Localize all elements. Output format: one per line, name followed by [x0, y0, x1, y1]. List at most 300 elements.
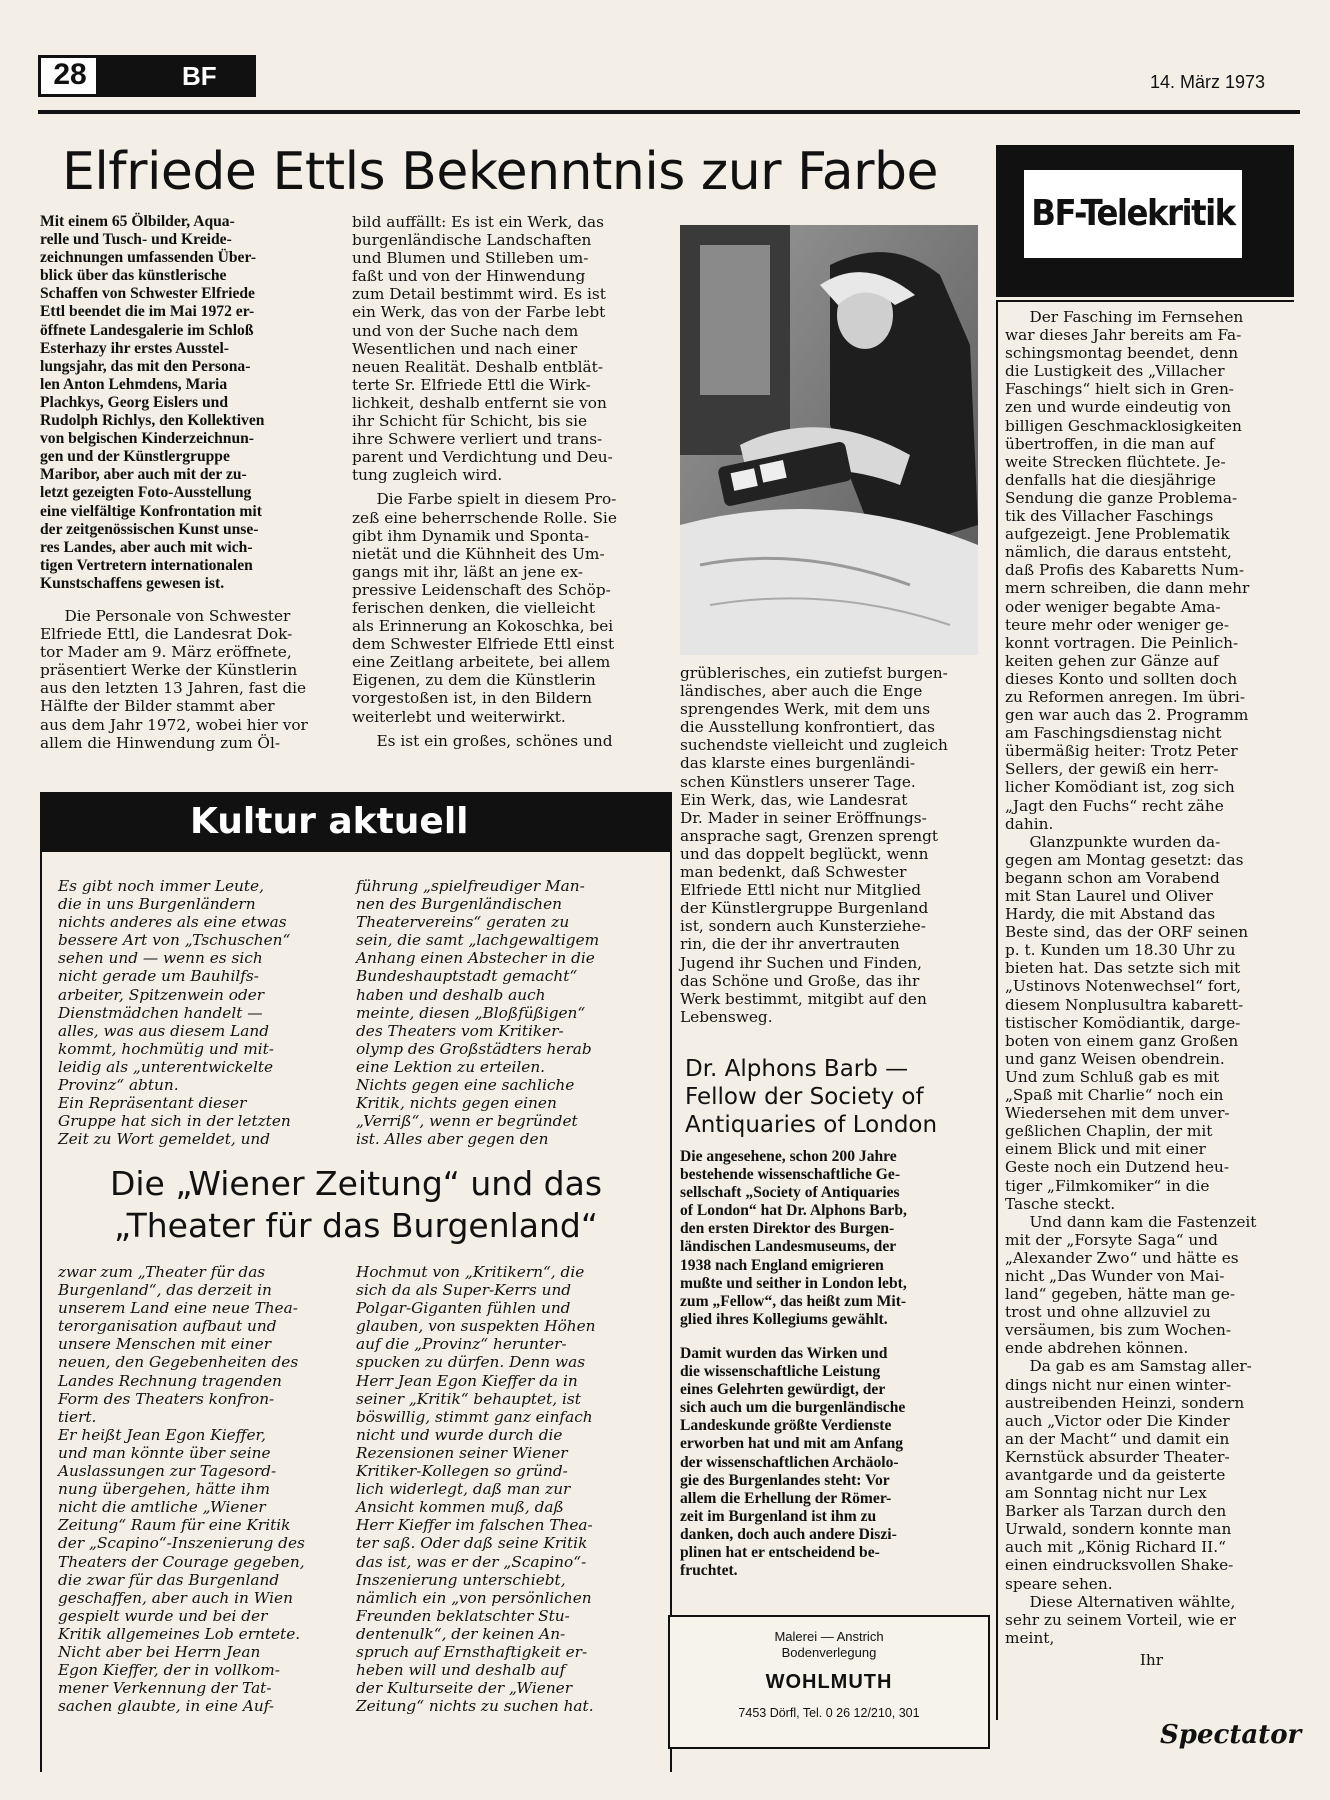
text-line: plinen hat er entscheidend be- — [680, 1543, 880, 1561]
text-line: ländisches, aber auch die Enge — [680, 682, 923, 701]
text-line: zum „Fellow“, das heißt zum Mit- — [680, 1292, 907, 1310]
text-line: und man könnte über seine — [58, 1443, 271, 1462]
text-line: Zeitung“ nichts zu suchen hat. — [356, 1697, 594, 1716]
text-line: ihr Schicht für Schicht, bis sie — [352, 412, 588, 431]
text-line: sprengendes Werk, mit dem uns — [680, 700, 931, 719]
text-line: Fellow der Society of — [685, 1084, 924, 1110]
text-line: ende abdrehen können. — [1005, 1339, 1189, 1358]
text-line: res Landes, aber auch mit wich- — [40, 538, 253, 556]
text-line: Glanzpunkte wurden da- — [1029, 832, 1221, 851]
text-line: Elfriede Ettl, die Landesrat Dok- — [40, 625, 293, 644]
text-line: terorganisation aufbaut und — [58, 1317, 277, 1336]
text-line: avantgarde und da geisterte — [1005, 1466, 1226, 1484]
text-line: Es ist ein großes, schönes und — [376, 731, 613, 750]
text-line: Faschings“ hielt sich in Gren- — [1005, 380, 1234, 399]
text-line: Ein Repräsentant dieser — [58, 1094, 247, 1113]
text-line: an der Macht“ und damit ein — [1005, 1429, 1230, 1448]
telekritik-column — [1005, 308, 1298, 1669]
text-line: dem Schwester Elfriede Ettl einst — [352, 635, 615, 654]
kultur-text-b — [356, 877, 636, 1148]
article-paragraph — [352, 732, 658, 750]
advertisement-wohlmuth — [668, 1615, 990, 1749]
text-line: der Künstlergruppe Burgenland — [680, 899, 929, 918]
barb-article — [680, 1148, 980, 1580]
text-line: Dienstmädchen handelt — — [58, 1003, 263, 1022]
text-line: Egon Kieffer, der in vollkom- — [58, 1661, 280, 1680]
ad-line-2: Bodenverlegung — [781, 1645, 877, 1660]
text-line: Hardy, die mit Abstand das — [1005, 905, 1216, 924]
text-line: Beste sind, das der ORF seinen — [1005, 923, 1249, 942]
telekritik-title: BF-Telekritik — [1022, 168, 1244, 260]
text-line: zum Detail bestimmt wird. Es ist — [352, 285, 606, 304]
headline-line-2: „Theater für das Burgenland“ — [114, 1206, 598, 1245]
text-line: ansprache sagt, Grenzen sprengt — [680, 826, 939, 845]
text-line: suchendste vielleicht und zugleich — [680, 736, 948, 755]
text-line: nichts anderes als eine etwas — [58, 913, 287, 932]
text-line: auch mit „König Richard II.“ — [1005, 1538, 1226, 1557]
text-line: des Theaters vom Kritiker- — [356, 1021, 564, 1040]
text-line: seiner „Kritik“ behauptet, ist — [356, 1389, 581, 1408]
wiener-column-b — [356, 1263, 636, 1715]
text-line: „Spaß mit Charlie“ noch ein — [1005, 1086, 1224, 1105]
text-line: letzt gezeigten Foto-Ausstellung — [40, 484, 252, 502]
text-line: Nicht aber bei Herrn Jean — [58, 1642, 261, 1661]
text-line: zeit im Burgenland ist ihm zu — [680, 1507, 877, 1525]
text-line: mener Verkennung der Tat- — [58, 1679, 272, 1698]
text-line: neuen Realität. Deshalb entblät- — [352, 357, 603, 376]
text-line: der wissenschaftlichen Archäolo- — [680, 1453, 899, 1471]
text-line: nicht die amtliche „Wiener — [58, 1498, 266, 1517]
text-line: Herr Kieffer im falschen Thea- — [356, 1516, 593, 1535]
wiener-text-a — [58, 1263, 333, 1715]
text-line: eine Lektion zu erteilen. — [356, 1057, 546, 1076]
text-line: Landes Rechnung tragenden — [58, 1371, 282, 1390]
text-line: leidig als „unterentwickelte — [58, 1057, 274, 1076]
text-line: eine vielfältige Konfrontation mit — [40, 502, 262, 520]
text-line: Eigenen, zu dem die Künstlerin — [352, 671, 596, 690]
text-line: dings nicht nur einen winter- — [1005, 1375, 1232, 1394]
text-line: Da gab es am Samstag aller- — [1029, 1357, 1252, 1376]
text-line: und ganz Weisen obendrein. — [1005, 1049, 1225, 1068]
text-line: Die angesehene, schon 200 Jahre — [680, 1148, 897, 1165]
text-line: oder weniger begabte Ama- — [1005, 597, 1221, 616]
text-line: einem Blick und mit einer — [1005, 1140, 1206, 1159]
text-line: Theaters der Courage gegeben, — [58, 1552, 305, 1571]
text-line: gangs mit ihr, läßt an jene ex- — [352, 562, 583, 581]
barb-headline-text — [685, 1055, 995, 1139]
barb-paragraph-2 — [680, 1345, 980, 1580]
article-column-3 — [680, 664, 980, 1026]
article-paragraph — [352, 213, 658, 484]
barb-paragraph-1 — [680, 1148, 980, 1329]
text-line: dentenulk“, der keinen An- — [356, 1624, 566, 1643]
text-line: zeß eine beherrschende Rolle. Sie — [352, 508, 617, 527]
text-line: dieses Konto und sollten doch — [1005, 669, 1238, 688]
text-line: weiterlebt und weiterwirkt. — [352, 707, 566, 726]
text-line: Die Farbe spielt in diesem Pro- — [376, 490, 617, 509]
text-line: Burgenland“, das derzeit in — [58, 1281, 272, 1300]
text-line: Hochmut von „Kritikern“, die — [356, 1263, 585, 1281]
text-line: meint, — [1005, 1628, 1055, 1647]
wiener-text-b — [356, 1263, 636, 1715]
text-line: Und dann kam die Fastenzeit — [1029, 1212, 1257, 1231]
wiener-column-a — [58, 1263, 333, 1715]
text-line: man bedenkt, daß Schwester — [680, 863, 907, 882]
text-line: unserem Land eine neue Thea- — [58, 1299, 298, 1318]
text-line: Herr Jean Egon Kieffer da in — [356, 1371, 578, 1390]
text-line: dahin. — [1005, 814, 1054, 833]
text-line: begann schon am Vorabend — [1005, 868, 1220, 887]
text-line: schingsmontag beendet, denn — [1005, 344, 1239, 363]
text-line: aus den letzten 13 Jahren, fast die — [40, 679, 307, 698]
text-line: of London“ hat Dr. Alphons Barb, — [680, 1202, 907, 1220]
text-line: nietät und die Kühnheit des Um- — [352, 544, 605, 563]
text-line: Es gibt noch immer Leute, — [58, 877, 264, 895]
wiener-zeitung-headline — [40, 1163, 672, 1247]
text-line: geschaffen, aber auch in Wien — [58, 1588, 293, 1607]
text-line: Sellers, der gewiß ein herr- — [1005, 760, 1219, 779]
text-line: das klarste eines burgenländi- — [680, 754, 916, 773]
text-line: Ein Werk, das, wie Landesrat — [680, 790, 908, 809]
text-line: versäumen, bis zum Wochen- — [1005, 1321, 1232, 1340]
text-line: tigen Vertretern internationalen — [40, 556, 253, 574]
text-line: tiger „Filmkomiker“ in die — [1005, 1176, 1210, 1195]
text-line: lungsjahr, das mit den Persona- — [40, 357, 251, 375]
text-line: Zeitung“ Raum für eine Kritik — [58, 1516, 291, 1535]
text-line: spucken zu dürfen. Denn was — [356, 1353, 586, 1372]
text-line: aus dem Jahr 1972, wobei hier vor — [40, 715, 308, 734]
ad-line-1: Malerei — Anstrich — [774, 1629, 884, 1644]
text-line: burgenländische Landschaften — [352, 231, 592, 250]
text-line: Diese Alternativen wählte, — [1029, 1592, 1236, 1611]
text-line: ist. Alles aber gegen den — [356, 1130, 549, 1149]
text-line: konnt vortragen. Die Peinlich- — [1005, 633, 1239, 652]
text-line: Kritiker-Kollegen so gründ- — [356, 1462, 568, 1481]
text-line: Schaffen von Schwester Elfriede — [40, 285, 255, 303]
telekritik-paragraph — [1005, 1593, 1298, 1647]
text-line: und das doppelt beglückt, wenn — [680, 844, 929, 863]
text-line: „Alexander Zwo“ und hätte es — [1005, 1248, 1239, 1267]
text-line: p. t. Kunden um 18.30 Uhr zu — [1005, 941, 1236, 960]
text-line: Rezensionen seiner Wiener — [356, 1443, 568, 1462]
text-line: sein, die samt „lachgewaltigem — [356, 931, 600, 950]
text-line: der Kulturseite der „Wiener — [356, 1679, 573, 1698]
text-line: ihre Schwere verliert und trans- — [352, 430, 603, 449]
text-line: sehr zu seinem Vorteil, wie er — [1005, 1610, 1236, 1629]
text-line: das Schöne und Große, das ihr — [680, 971, 920, 990]
text-line: Theatervereins“ geraten zu — [356, 913, 570, 932]
text-line: danken, doch auch andere Diszi- — [680, 1525, 897, 1543]
text-line: vorgestoßen ist, in den Bildern — [352, 689, 593, 708]
article-column-1 — [40, 213, 336, 752]
text-line: Lebensweg. — [680, 1007, 773, 1026]
text-line: böswillig, stimmt ganz einfach — [356, 1407, 593, 1426]
text-line: gibt ihm Dynamik und Sponta- — [352, 526, 590, 545]
text-line: nung übergehen, hätte ihm — [58, 1480, 270, 1499]
text-line: Der Fasching im Fernsehen — [1029, 308, 1244, 326]
article-photo — [680, 225, 978, 655]
text-line: öffnete Landesgalerie im Schloß — [40, 321, 254, 339]
telekritik-rule — [996, 300, 1294, 302]
text-line: teure mehr oder weniger ge- — [1005, 615, 1230, 634]
text-line: tiert. — [58, 1407, 97, 1426]
text-line: zwar zum „Theater für das — [58, 1263, 266, 1281]
text-line: len Anton Lehmdens, Maria — [40, 375, 228, 393]
text-line: führung „spielfreudiger Man- — [356, 877, 585, 895]
text-line: Kritik, nichts gegen einen — [356, 1094, 557, 1113]
kultur-column-b — [356, 877, 636, 1148]
text-line: und Blumen und Stilleben um- — [352, 249, 589, 268]
text-line: diesem Nonplusultra kabarett- — [1005, 995, 1244, 1014]
text-line: die Ausstellung konfrontiert, das — [680, 718, 935, 737]
text-line: sellschaft „Society of Antiquaries — [680, 1184, 900, 1202]
text-line: nämlich, die daraus entsteht, — [1005, 543, 1232, 562]
text-line: die zwar für das Burgenland — [58, 1570, 280, 1589]
text-line: Wiedersehen mit dem unver- — [1005, 1104, 1230, 1123]
text-line: Kunstschaffens gewesen ist. — [40, 574, 225, 592]
text-line: keiten gehen zur Gänze auf — [1005, 651, 1219, 670]
text-line: mußte und seither in London lebt, — [680, 1274, 907, 1292]
text-line: Kritik allgemeines Lob erntete. — [58, 1624, 301, 1643]
text-line: Ettl beendet die im Mai 1972 er- — [40, 303, 255, 321]
issue-date: 14. März 1973 — [1150, 72, 1266, 92]
text-line: mern schreiben, die dann mehr — [1005, 579, 1250, 598]
text-line: speare sehen. — [1005, 1574, 1113, 1593]
kultur-text-a — [58, 877, 333, 1148]
text-line: rin, die der ihr anvertrauten — [680, 935, 900, 954]
text-line: glauben, von suspekten Höhen — [356, 1317, 596, 1336]
ad-address: 7453 Dörfl, Tel. 0 26 12/210, 301 — [738, 1706, 920, 1720]
text-line: Nichts gegen eine sachliche — [356, 1076, 575, 1095]
text-line: bestehende wissenschaftliche Ge- — [680, 1166, 901, 1184]
text-line: Polgar-Giganten fühlen und — [356, 1299, 571, 1318]
article-paragraph — [680, 664, 980, 1026]
text-line: mit der „Forsyte Saga“ und — [1005, 1230, 1218, 1249]
text-line: grüblerisches, ein zutiefst burgen- — [680, 664, 948, 682]
telekritik-paragraph — [1005, 308, 1298, 833]
ad-company-name: WOHLMUTH — [765, 1671, 893, 1693]
text-line: nicht und wurde durch die — [356, 1425, 563, 1444]
text-line: mit Stan Laurel und Oliver — [1005, 887, 1213, 905]
text-line: Esterhazy ihr erstes Ausstel- — [40, 339, 229, 357]
text-line: tor Mader am 9. März eröffnete, — [40, 643, 292, 662]
text-line: Dr. Alphons Barb — — [685, 1056, 909, 1082]
telekritik-paragraph — [1005, 1357, 1298, 1592]
text-line: Bundeshauptstadt gemacht“ — [356, 967, 578, 986]
text-line: war dieses Jahr bereits am Fa- — [1005, 326, 1242, 345]
section-label: BF — [96, 55, 256, 97]
text-line: terte Sr. Elfriede Ettl die Wirk- — [352, 375, 591, 394]
text-line: lichkeit, deshalb entfernt sie von — [352, 393, 607, 412]
text-line: alles, was aus diesem Land — [58, 1021, 270, 1040]
text-line: Wesentlichen und nach einer — [352, 339, 578, 358]
text-line: sich da als Super-Kerrs und — [356, 1281, 572, 1300]
text-line: Mit einem 65 Ölbilder, Aqua- — [40, 213, 235, 230]
text-line: Und zum Schluß gab es mit — [1005, 1067, 1220, 1086]
text-line: aufgezeigt. Jene Problematik — [1005, 525, 1230, 544]
text-line: weite Strecken flüchtete. Je- — [1005, 452, 1226, 471]
text-line: erworben hat und mit am Anfang — [680, 1435, 904, 1453]
text-line: Zeit zu Wort gemeldet, und — [58, 1130, 271, 1149]
article-paragraph — [40, 607, 336, 752]
article-paragraph — [352, 490, 658, 725]
header-rule — [38, 110, 1300, 114]
text-line: bild auffällt: Es ist ein Werk, das — [352, 213, 605, 231]
main-headline: Elfriede Ettls Bekenntnis zur Farbe — [62, 142, 938, 202]
text-line: 1938 nach England emigrieren — [680, 1256, 884, 1274]
text-line: gen war auch das 2. Programm — [1005, 706, 1249, 725]
text-line: Antiquaries of London — [685, 1112, 938, 1138]
text-line: sehen und — wenn es sich — [58, 949, 263, 968]
text-line: nen des Burgenländischen — [356, 895, 563, 914]
text-line: am Faschingsdienstag nicht — [1005, 724, 1222, 743]
article-lead — [40, 213, 336, 593]
text-line: Provinz“ abtun. — [58, 1076, 179, 1095]
text-line: allem die Hinwendung zum Öl- — [40, 733, 281, 752]
text-line: boten von einem ganz Großen — [1005, 1031, 1239, 1050]
text-line: Rudolph Richlys, den Kollektiven — [40, 412, 265, 430]
photo-nun-painting — [680, 225, 978, 655]
text-line: nämlich ein „von persönlichen — [356, 1588, 592, 1607]
text-line: Auslassungen zur Tagesord- — [58, 1462, 277, 1481]
text-line: einen eindrucksvollen Shake- — [1005, 1556, 1234, 1575]
text-line: arbeiter, Spitzenwein oder — [58, 985, 265, 1004]
text-line: Kernstück absurder Theater- — [1005, 1447, 1230, 1466]
text-line: die in uns Burgenländern — [58, 895, 256, 914]
text-line: Die Personale von Schwester — [64, 606, 291, 625]
text-line: daß Profis des Kabaretts Num- — [1005, 561, 1245, 580]
text-line: neuen, den Gegebenheiten des — [58, 1353, 299, 1372]
text-line: präsentiert Werke der Künstlerin — [40, 661, 298, 680]
text-line: gen und der Künstlergruppe — [40, 448, 230, 466]
text-line: zen und wurde eindeutig von — [1005, 398, 1232, 417]
text-line: bieten hat. Das setzte sich mit — [1005, 959, 1241, 978]
text-line: schen Künstlers unserer Tage. — [680, 772, 916, 791]
text-line: nicht gerade um Bauhilfs- — [58, 967, 259, 986]
barb-headline — [685, 1055, 995, 1139]
text-line: haben und deshalb auch — [356, 985, 546, 1004]
text-line: Ansicht kommen muß, daß — [356, 1498, 564, 1517]
text-line: land“ gegeben, hätte man ge- — [1005, 1285, 1235, 1304]
text-line: spruch auf Ernsthaftigkeit er- — [356, 1642, 588, 1661]
text-line: allem die Erhellung der Römer- — [680, 1489, 892, 1507]
text-line: Form des Theaters konfron- — [58, 1389, 275, 1408]
text-line: Geste noch ein Dutzend heu- — [1005, 1158, 1229, 1177]
text-line: ländischen Landesmuseums, der — [680, 1238, 897, 1256]
text-line: fruchtet. — [680, 1562, 738, 1580]
text-line: Maribor, aber auch mit der zu- — [40, 466, 247, 484]
text-line: unsere Menschen mit einer — [58, 1335, 272, 1354]
text-line: das ist, was er der „Scapino“- — [356, 1552, 587, 1571]
text-line: tung zugleich wird. — [352, 466, 503, 485]
text-line: Sendung die ganze Problema- — [1005, 488, 1238, 507]
text-line: sich auch um die burgenländische — [680, 1399, 906, 1417]
closing: Ihr — [1139, 1650, 1164, 1669]
text-line: sachen glaubte, in eine Auf- — [58, 1697, 275, 1716]
text-line: licher Komödiant ist, zog sich — [1005, 778, 1235, 797]
text-line: olymp des Großstädters herab — [356, 1039, 592, 1058]
text-line: denfalls hat die diesjährige — [1005, 470, 1216, 489]
text-line: eine Zeitlang arbeitete, bei allem — [352, 653, 611, 672]
text-line: parent und Verdichtung und Deu- — [352, 448, 613, 467]
text-line: Hälfte der Bilder stammt aber — [40, 697, 275, 716]
text-line: austreibenden Heinzi, sondern — [1005, 1393, 1245, 1412]
article-column-2 — [352, 213, 658, 750]
text-line: „Ustinovs Notenwechsel“ fort, — [1005, 977, 1242, 996]
text-line: eines Gelehrten gewürdigt, der — [680, 1381, 886, 1399]
text-line: tistischer Komödiantik, darge- — [1005, 1013, 1241, 1032]
text-line: geßlichen Chaplin, der mit — [1005, 1122, 1213, 1141]
text-line: Werk bestimmt, mitgibt auf den — [680, 989, 927, 1008]
text-line: tik des Villacher Faschings — [1005, 507, 1214, 526]
text-line: übermäßig heiter: Trotz Peter — [1005, 742, 1238, 761]
headline-line-1: Die „Wiener Zeitung“ und das — [109, 1164, 603, 1203]
text-line: zu Reformen anregen. Im übri- — [1005, 687, 1245, 706]
text-line: glied ihres Kollegiums gewählt. — [680, 1310, 888, 1328]
text-line: gegen am Montag gesetzt: das — [1005, 850, 1244, 869]
text-line: und von der Suche nach dem — [352, 321, 579, 340]
text-line: kommt, hochmütig und mit- — [58, 1039, 274, 1058]
text-line: Barker als Tarzan durch den — [1005, 1502, 1227, 1521]
text-line: die Lustigkeit des „Villacher — [1005, 362, 1225, 381]
text-line: Dr. Mader in seiner Eröffnungs- — [680, 808, 927, 827]
text-line: „Jagt den Fuchs“ recht zähe — [1005, 796, 1224, 815]
text-line: faßt und von der Hinwendung — [352, 267, 586, 286]
text-line: meinte, diesen „Bloßfüßigen“ — [356, 1003, 586, 1022]
text-line: am Sonntag nicht nur Lex — [1005, 1484, 1207, 1503]
text-line: gie des Burgenlandes steht: Vor — [680, 1471, 890, 1489]
text-line: ein Werk, das von der Farbe lebt — [352, 303, 606, 322]
text-line: den ersten Direktor des Burgen- — [680, 1220, 895, 1238]
text-line: Er heißt Jean Egon Kieffer, — [58, 1425, 267, 1444]
text-line: Gruppe hat sich in der letzten — [58, 1112, 291, 1131]
text-line: bessere Art von „Tschuschen“ — [58, 931, 291, 950]
text-line: pressive Leidenschaft des Schöp- — [352, 580, 611, 599]
telekritik-paragraph — [1005, 1213, 1298, 1358]
text-line: Elfriede Ettl nicht nur Mitglied — [680, 881, 922, 900]
signature: Spectator — [1160, 1720, 1302, 1750]
text-line: auch „Victor oder Die Kinder — [1005, 1411, 1230, 1430]
kultur-aktuell-banner: Kultur aktuell — [40, 792, 672, 852]
text-line: übertroffen, in die man auf — [1005, 434, 1215, 453]
text-line: blick über das künstlerische — [40, 267, 227, 285]
text-line: von belgischen Kinderzeichnun- — [40, 430, 255, 448]
text-line: auf die „Provinz“ herunter- — [356, 1335, 567, 1354]
text-line: Landeskunde größte Verdienste — [680, 1417, 892, 1435]
text-line: Inszenierung unterschiebt, — [356, 1570, 566, 1589]
text-line: Urwald, sondern konnte man — [1005, 1520, 1232, 1539]
text-line: der zeitgenössischen Kunst unse- — [40, 520, 259, 538]
text-line: die wissenschaftliche Leistung — [680, 1363, 881, 1381]
text-line: gespielt wurde und bei der — [58, 1606, 268, 1625]
text-line: billigen Geschmacklosigkeiten — [1005, 416, 1242, 435]
text-line: Freunden beklatschter Stu- — [356, 1606, 570, 1625]
text-line: relle und Tusch- und Kreide- — [40, 231, 232, 249]
text-line: heben will und deshalb auf — [356, 1661, 566, 1680]
telekritik-border — [996, 300, 998, 1720]
text-line: Tasche steckt. — [1005, 1194, 1116, 1213]
text-line: Plachkys, Georg Eislers und — [40, 393, 229, 411]
text-line: Damit wurden das Wirken und — [680, 1344, 888, 1362]
text-line: ferischen denken, die vielleicht — [352, 598, 596, 617]
text-line: ter saß. Oder daß seine Kritik — [356, 1534, 588, 1553]
kultur-column-a — [58, 877, 333, 1148]
text-line: Jugend ihr Suchen und Finden, — [680, 953, 923, 972]
text-line: lich widerlegt, daß man zur — [356, 1480, 571, 1499]
text-line: Anhang einen Abstecher in die — [356, 949, 595, 968]
page-number: 28 — [38, 55, 102, 97]
telekritik-paragraph — [1005, 833, 1298, 1213]
